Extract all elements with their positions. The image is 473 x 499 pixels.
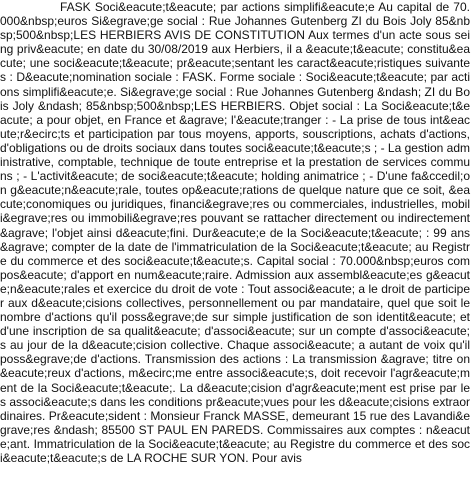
constitution-notice-text: FASK Soci&eacute;t&eacute; par actions simplifi&eacute;e Au capital de 70.000&nbsp;euros Si&egrave;ge social : Rue Johannes Gutenberg ZI du Bois Joly 85&nbsp;500&nbsp;LES HERBIERS AVIS DE CONSTITUTION Aux termes d'un acte sous seing priv&eacute; en date du 30/08/2019 aux Herbiers, il a &eacute;t&eacute; constitu&eacute; une soci&eacute;t&eacute; pr&eacute;sentant les caract&eacute;ristiques suivantes : D&eacute;nomination sociale : FASK. Forme sociale : Soci&eacute;t&eacute; par actions simplifi&eacute;e. Si&egrave;ge social : Rue Johannes Gutenberg &ndash; ZI du Bois Joly &ndash; 85&nbsp;500&nbsp;LES HERBIERS. Objet social : La Soci&eacute;t&eacute; a pour objet, en France et &agrave; l'&eacute;tranger : - La prise de tous int&eacute;r&ecirc;ts et participation par tous moyens, apports, souscriptions, achats d'actions, d'obligations ou de droits sociaux dans toutes soci&eacute;t&eacute;s ; - La gestion administrative, comptable, technique de toute entreprise et la prestation de services communs ; - L'activit&eacute; de soci&eacute;t&eacute; holding animatrice ; - D'une fa&ccedil;on g&eacute;n&eacute;rale, toutes op&eacute;rations de quelque nature que ce soit, &eacute;conomiques ou juridiques, financi&egrave;res ou commerciales, industrielles, mobili&egrave;res ou immobili&egrave;res pouvant se rattacher directement ou indirectement &agrave; l'objet ainsi d&eacute;fini. Dur&eacute;e de la Soci&eacute;t&eacute; : 99 ans &agrave; compter de la date de l'immatriculation de la Soci&eacute;t&eacute; au Registre du commerce et des soci&eacute;t&eacute;s. Capital social : 70.000&nbsp;euros compos&eacute; d'apport en num&eacute;raire. Admission aux assembl&eacute;es g&eacute;n&eacute;rales et exercice du droit de vote : Tout associ&eacute; a le droit de participer aux d&eacute;cisions collectives, personnellement ou par mandataire, quel que soit le nombre d'actions qu'il poss&egrave;de sur simple justification de son identit&eacute; et d'une inscription de sa qualit&eacute; d'associ&eacute; sur un compte d'associ&eacute;s au jour de la d&eacute;cision collective. Chaque associ&eacute; a autant de voix qu'il poss&egrave;de d'actions. Transmission des actions : La transmission &agrave; titre on&eacute;reux d'actions, m&ecirc;me entre associ&eacute;s, doit recevoir l'agr&eacute;ment de la Soci&eacute;t&eacute;. La d&eacute;cision d'agr&eacute;ment est prise par les associ&eacute;s dans les conditions pr&eacute;vues pour les d&eacute;cisions extraordinaires. Pr&eacute;sident : Monsieur Franck MASSE, demeurant 15 rue des Lavandi&egrave;res &ndash; 85500 ST PAUL EN PAREDS. Commissaires aux comptes : n&eacute;ant. Immatriculation de la Soci&eacute;t&eacute; au Registre du commerce et des soci&eacute;t&eacute;s de LA ROCHE SUR YON. Pour avis (0, 0, 470, 465)
